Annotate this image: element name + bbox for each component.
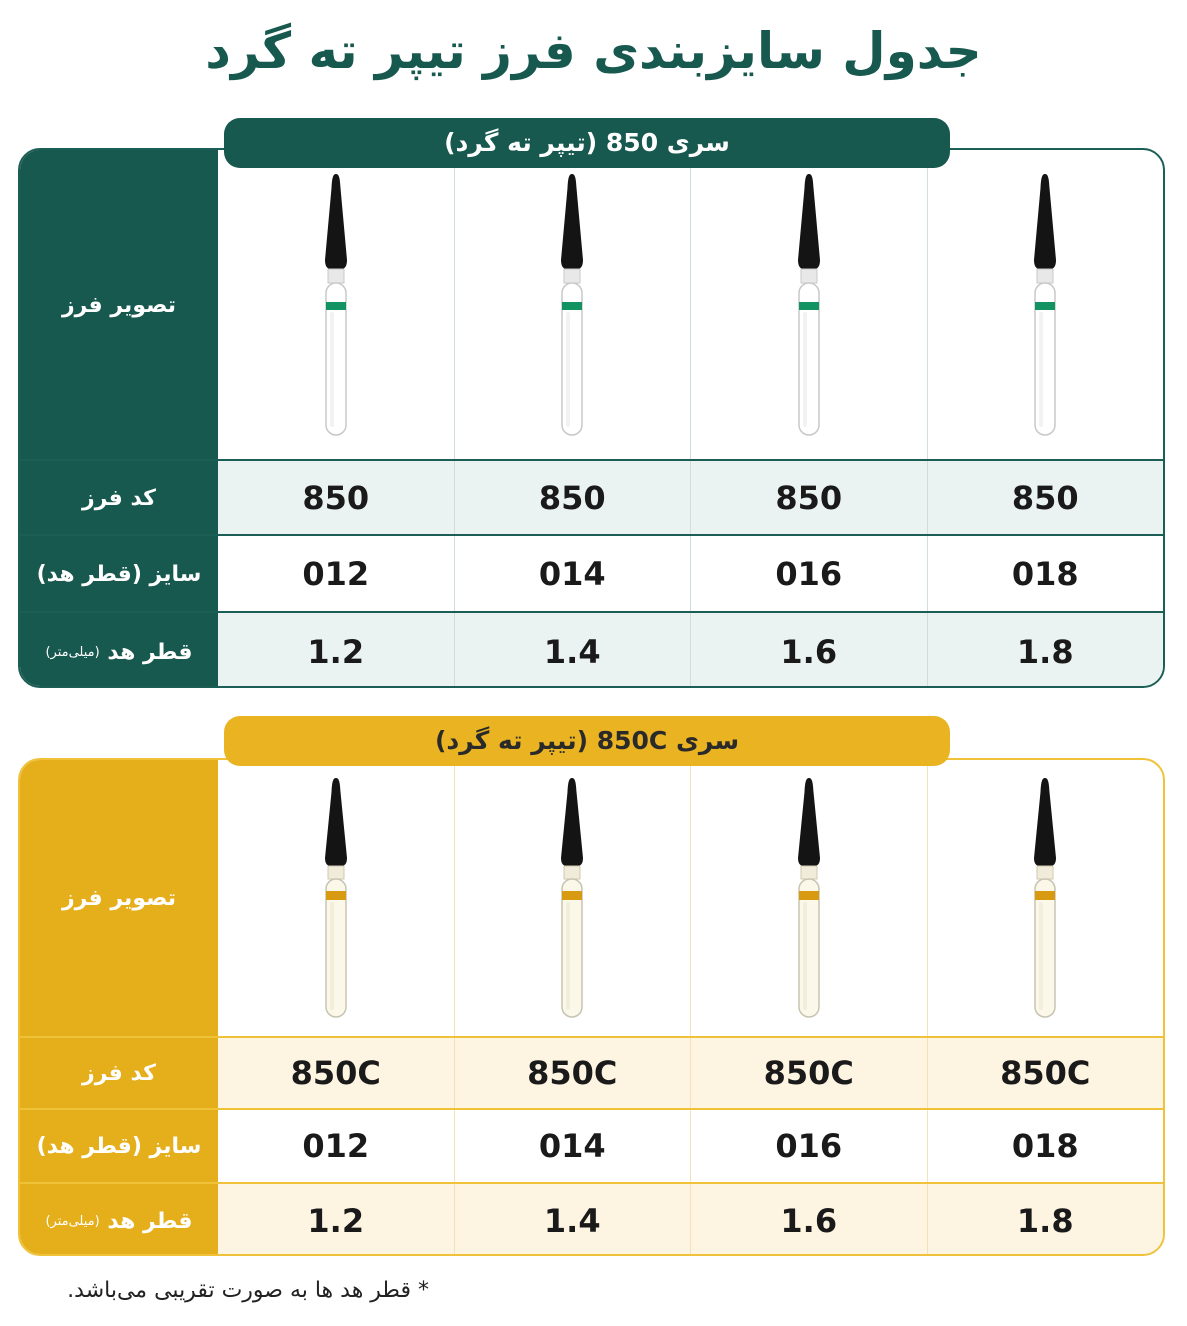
- size-cell: 018: [927, 1110, 1164, 1182]
- code-cell: 850: [690, 461, 927, 534]
- bur-image: [794, 776, 824, 1020]
- code-cell: 850C: [927, 1038, 1164, 1108]
- row-label-code: کد فرز: [20, 461, 218, 534]
- diameter-cell: 1.8: [927, 1184, 1164, 1256]
- code-row: [20, 459, 1163, 534]
- code-cell: 850: [302, 478, 370, 517]
- bur-image: [794, 172, 824, 438]
- diameter-cell: 1.2: [307, 1202, 365, 1240]
- size-cell: 012: [302, 1127, 370, 1165]
- code-cell: 850: [454, 461, 691, 534]
- diameter-cell: 1.8: [927, 613, 1164, 688]
- diameter-cell: 1.2: [307, 632, 365, 671]
- bur-image: [1030, 776, 1060, 1020]
- diameter-cell: 1.6: [690, 613, 927, 688]
- row-label-diameter: [20, 613, 218, 688]
- size-cell: 018: [927, 536, 1164, 611]
- size-cell: 016: [690, 536, 927, 611]
- footnote: * قطر هد ها به صورت تقریبی می‌باشد.: [67, 1278, 429, 1303]
- bur-image-cell: [927, 760, 1164, 1036]
- row-label-image: تصویر فرز: [20, 150, 218, 459]
- row-label-size: سایز (قطر هد): [20, 536, 218, 611]
- bur-image: [321, 172, 351, 438]
- bur-image: [1030, 172, 1060, 438]
- diameter-label: قطر هد: [107, 1208, 193, 1234]
- row-label-code: کد فرز: [82, 1060, 156, 1086]
- diameter-label: قطر هد: [107, 639, 193, 665]
- code-cell: 850C: [454, 1038, 691, 1108]
- series-title: سری 850 (تیپر ته گرد): [224, 118, 950, 168]
- size-row: [20, 534, 1163, 611]
- series-850-table: [18, 118, 1165, 688]
- bur-image-cell: [218, 760, 454, 1036]
- bur-image: [557, 776, 587, 1020]
- diameter-unit: (میلی‌متر): [45, 1213, 100, 1229]
- bur-image-cell: [690, 760, 927, 1036]
- diameter-unit: (میلی‌متر): [45, 644, 100, 660]
- row-label-diameter: [20, 1184, 218, 1256]
- diameter-row: [20, 611, 1163, 688]
- table-frame: [18, 758, 1165, 1256]
- page-title: جدول سایزبندی فرز تیپر ته گرد: [205, 22, 982, 80]
- image-row: [20, 150, 1163, 459]
- bur-image: [321, 776, 351, 1020]
- code-cell: 850C: [690, 1038, 927, 1108]
- code-row: [20, 1036, 1163, 1108]
- code-cell: 850: [927, 461, 1164, 534]
- diameter-cell: 1.4: [454, 613, 691, 688]
- bur-image-cell: [454, 760, 691, 1036]
- bur-image-cell: [927, 150, 1164, 459]
- size-cell: 016: [690, 1110, 927, 1182]
- bur-image-cell: [218, 150, 454, 459]
- size-cell: 012: [302, 554, 370, 593]
- bur-image-cell: [454, 150, 691, 459]
- series-title: سری 850C (تیپر ته گرد): [224, 716, 950, 766]
- code-cell: 850C: [290, 1054, 381, 1092]
- row-label-image: تصویر فرز: [61, 885, 177, 911]
- row-label-size: سایز (قطر هد): [36, 1133, 202, 1159]
- series-850c-table: [18, 716, 1165, 1256]
- bur-image-cell: [690, 150, 927, 459]
- diameter-cell: 1.6: [690, 1184, 927, 1256]
- bur-image: [557, 172, 587, 438]
- image-row: [20, 760, 1163, 1036]
- diameter-row: [20, 1182, 1163, 1256]
- table-frame: [18, 148, 1165, 688]
- size-cell: 014: [454, 536, 691, 611]
- diameter-cell: 1.4: [454, 1184, 691, 1256]
- size-cell: 014: [454, 1110, 691, 1182]
- size-row: [20, 1108, 1163, 1182]
